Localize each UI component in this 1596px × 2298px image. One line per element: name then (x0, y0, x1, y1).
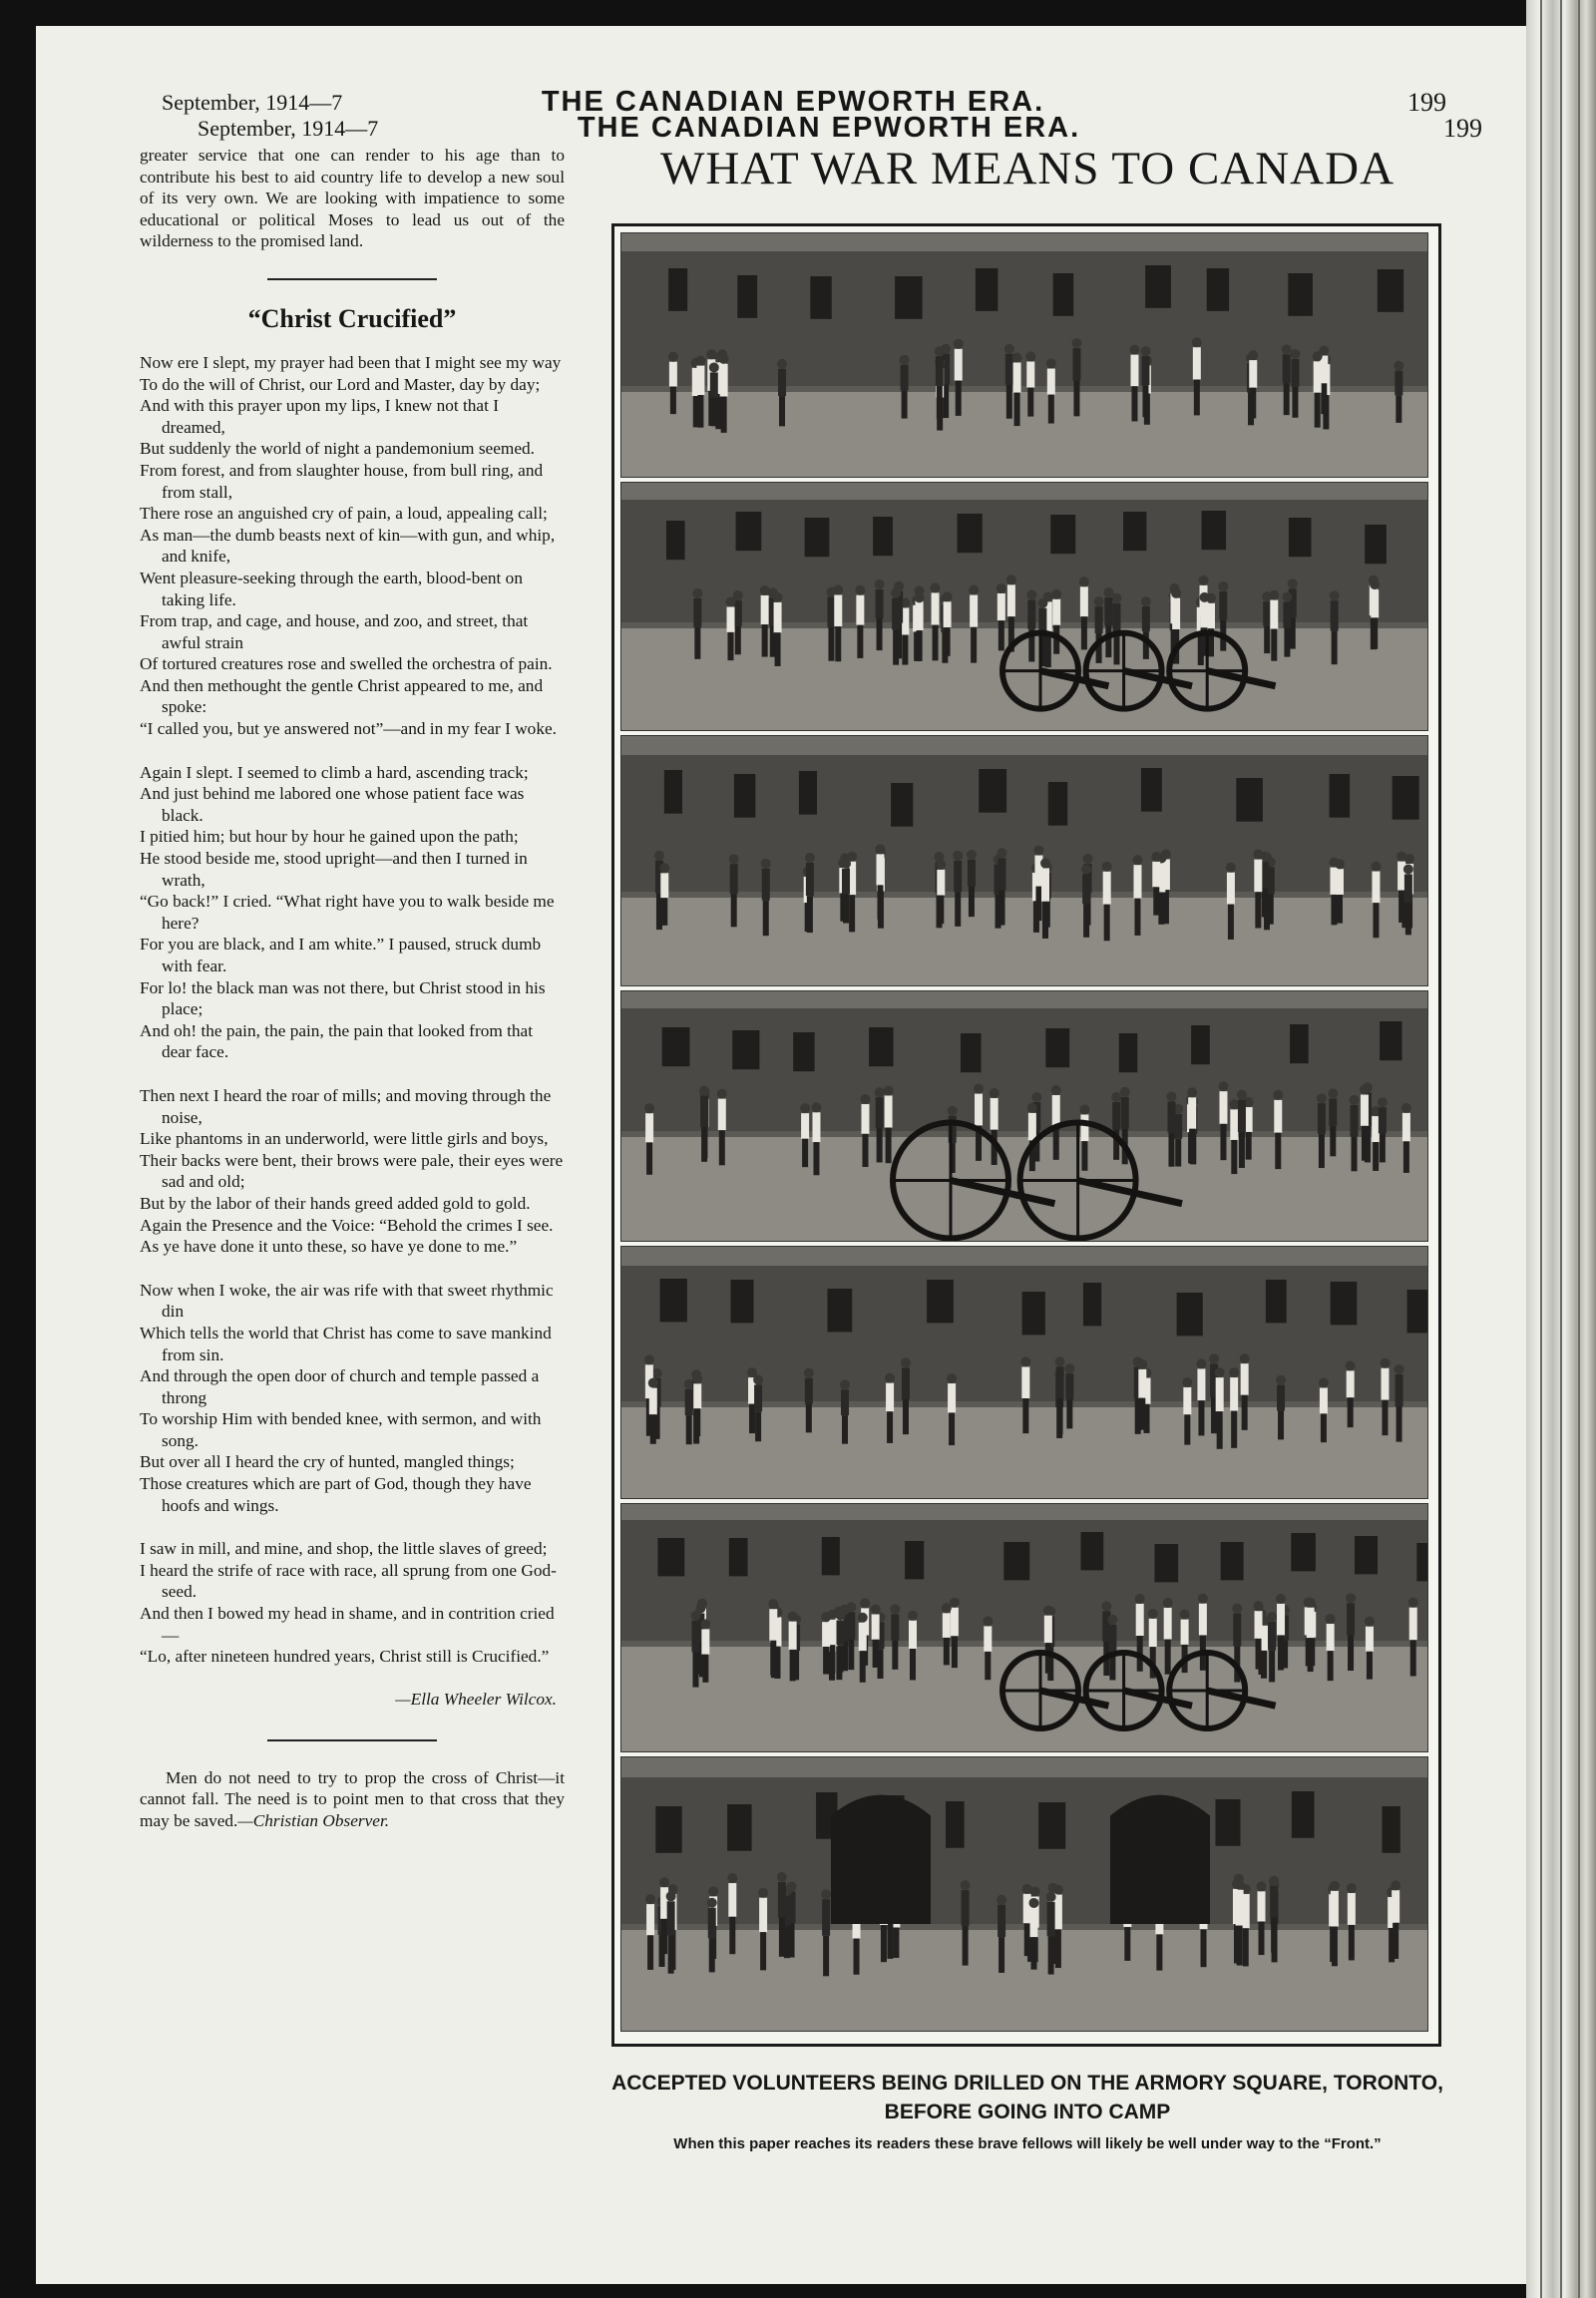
poem-stanza (140, 1280, 565, 1517)
poem-line: “Go back!” I cried. “What right have you to walk beside me here? (140, 892, 555, 933)
page-number: 199 (1443, 114, 1482, 143)
poem-line: He stood beside me, stood upright—and then I turned in wrath, (140, 849, 528, 890)
poem-line: I heard the strife of race with race, all sprung from one God-seed. (140, 1560, 557, 1602)
page-header-text (140, 86, 1446, 126)
poem-line: I saw in mill, and mine, and shop, the little slaves of greed; (140, 1539, 548, 1559)
poem-line: Went pleasure-seeking through the earth, blood-bent on taking life. (140, 568, 523, 609)
poem-author: —Ella Wheeler Wilcox. (395, 1689, 557, 1709)
left-column (140, 145, 565, 1832)
poem-line: To do the will of Christ, our Lord and Master, day by day; (140, 374, 541, 394)
poem-line: There rose an anguished cry of pain, a loud, appealing call; (140, 504, 548, 524)
photo-volunteers-lined-up (620, 735, 1428, 986)
poem-line: From trap, and cage, and house, and zoo, and street, that awful strain (140, 611, 529, 652)
publication-title-text: THE CANADIAN EPWORTH ERA. (541, 86, 1045, 118)
closing-divider (267, 1739, 437, 1741)
poem-line: But over all I heard the cry of hunted, mangled things; (140, 1452, 515, 1472)
poem-line: Now when I woke, the air was rife with that sweet rhythmic din (140, 1280, 554, 1322)
poem-line: Again the Presence and the Voice: “Behold the crimes I see. (140, 1215, 554, 1235)
closing-source: —Christian Observer. (237, 1811, 390, 1830)
page-number-text: 199 (1407, 88, 1446, 117)
poem-line: For lo! the black man was not there, but Christ stood in his place; (140, 977, 546, 1019)
article-title: WHAT WAR MEANS TO CANADA (659, 143, 1396, 194)
poem-line: And oh! the pain, the pain, the pain that looked from that dear face. (140, 1020, 534, 1062)
poem-body (140, 352, 565, 1668)
poem-stanza (140, 1085, 565, 1258)
publication-title: THE CANADIAN EPWORTH ERA. (577, 112, 1081, 144)
photo-collage (611, 223, 1441, 2047)
poem-line: And with this prayer upon my lips, I knew not that I dreamed, (140, 396, 499, 437)
poem-stanza (140, 762, 565, 1063)
poem-line: “I called you, but ye answered not”—and in my fear I woke. (140, 719, 557, 739)
photo-field-guns-drill (620, 482, 1428, 731)
photo-guns-and-motor-car (620, 1503, 1428, 1752)
photo-gun-carriage-crew (620, 990, 1428, 1242)
poem-line: From forest, and from slaughter house, from bull ring, and from stall, (140, 460, 544, 502)
photo-volunteers-rank (620, 1246, 1428, 1499)
poem-stanza (140, 1538, 565, 1668)
poem-line: Then next I heard the roar of mills; and moving through the noise, (140, 1085, 552, 1127)
section-divider (267, 278, 437, 280)
poem-line: Their backs were bent, their brows were pale, their eyes were sad and old; (140, 1150, 564, 1192)
poem-line: And just behind me labored one whose patient face was black. (140, 784, 525, 825)
poem-line: But suddenly the world of night a pandemonium seemed. (140, 439, 535, 459)
issue-date: September, 1914—7 (198, 116, 379, 141)
photo-subcaption: When this paper reaches its readers these brave fellows will likely be well under way to the “Front.” (673, 2135, 1382, 2152)
poem-line: To worship Him with bended knee, with sermon, and with song. (140, 1409, 542, 1450)
closing-text: Men do not need to try to prop the cross of Christ—it cannot fall. The need is to point men to that cross that they may be saved. (140, 1767, 565, 1830)
photo-volunteers-at-armory-gate (620, 1756, 1428, 2032)
poem-line: And then I bowed my head in shame, and in contrition cried— (140, 1604, 555, 1645)
poem-line: As man—the dumb beasts next of kin—with gun, and whip, and knife, (140, 525, 556, 567)
poem-line: Now ere I slept, my prayer had been that I might see my way (140, 352, 562, 372)
poem-line: And then methought the gentle Christ appeared to me, and spoke: (140, 675, 544, 717)
poem-stanza (140, 352, 565, 740)
poem-line: I pitied him; but hour by hour he gained upon the path; (140, 827, 519, 847)
poem-line: Of tortured creatures rose and swelled the orchestra of pain. (140, 654, 553, 674)
book-spine-edge (1526, 0, 1596, 2298)
photo-volunteers-marching (620, 232, 1428, 478)
poem-line: Again I slept. I seemed to climb a hard, ascending track; (140, 762, 529, 782)
poem-line: Like phantoms in an underworld, were little girls and boys, (140, 1129, 549, 1149)
closing-paragraph (140, 1767, 565, 1832)
issue-date-text: September, 1914—7 (162, 90, 343, 115)
poem-title: “Christ Crucified” (247, 303, 457, 333)
poem-line: But by the labor of their hands greed added gold to gold. (140, 1193, 531, 1213)
poem-line: Which tells the world that Christ has come to save mankind from sin. (140, 1323, 552, 1364)
intro-paragraph: greater service that one can render to his age than to contribute his best to aid country life to develop a new soul of its very own. We are looking with impatience to some educational or political Moses to lead us out of the wilderness to the promised land. (140, 146, 565, 251)
poem-line: For you are black, and I am white.” I paused, struck dumb with fear. (140, 935, 542, 975)
photo-caption: ACCEPTED VOLUNTEERS BEING DRILLED ON THE ARMORY SQUARE, TORONTO, BEFORE GOING INTO CAMP (611, 2072, 1443, 2123)
poem-line: “Lo, after nineteen hundred years, Christ still is Crucified.” (140, 1647, 550, 1667)
poem-line: And through the open door of church and temple passed a throng (140, 1366, 540, 1407)
poem-line: As ye have done it unto these, so have ye done to me.” (140, 1237, 518, 1257)
poem-line: Those creatures which are part of God, though they have hoofs and wings. (140, 1474, 532, 1515)
